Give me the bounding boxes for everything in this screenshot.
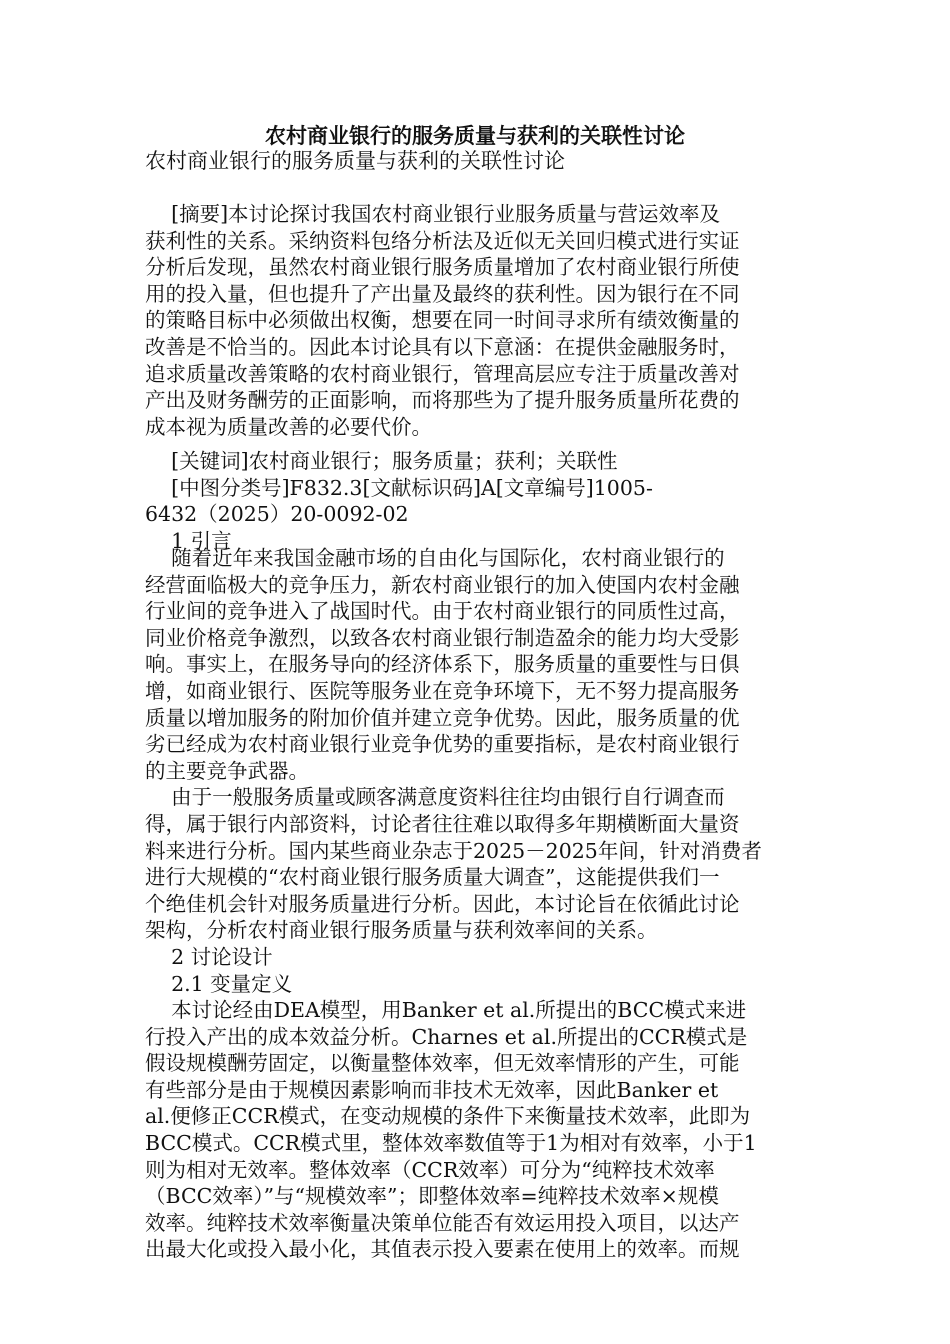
body-line: 出最大化或投入最小化，其值表示投入要素在使用上的效率。而规: [145, 1237, 740, 1262]
body-line: 由于一般服务质量或顾客满意度资料往往均由银行自行调查而: [145, 785, 725, 810]
body-line: （BCC效率）”与“规模效率”；即整体效率=纯粹技术效率×规模: [145, 1184, 719, 1209]
body-line: 得，属于银行内部资料，讨论者往往难以取得多年期横断面大量资: [145, 811, 740, 836]
body-line: 行业间的竞争进入了战国时代。由于农村商业银行的同质性过高，: [145, 599, 740, 624]
body-line: 进行大规模的“农村商业银行服务质量大调查”，这能提供我们一: [145, 865, 720, 890]
body-line: 经营面临极大的竞争压力，新农村商业银行的加入使国内农村金融: [145, 572, 740, 597]
body-line: 增，如商业银行、医院等服务业在竞争环境下，无不努力提高服务: [145, 678, 740, 703]
body-line: 劣已经成为农村商业银行业竞争优势的重要指标，是农村商业银行: [145, 732, 740, 757]
body-line: 同业价格竞争激烈，以致各农村商业银行制造盈余的能力均大受影: [145, 625, 740, 650]
body-line: 2 讨论设计: [145, 944, 273, 969]
keywords-classification-section: [145, 448, 805, 554]
body-line: BCC模式。CCR模式里，整体效率数值等于1为相对有效率，小于1: [145, 1131, 757, 1156]
abstract-line: 的策略目标中必须做出权衡，想要在同一时间寻求所有绩效衡量的: [145, 308, 740, 333]
abstract-section: [145, 201, 805, 440]
document-subtitle: 农村商业银行的服务质量与获利的关联性讨论: [145, 149, 565, 173]
body-line: 随着近年来我国金融市场的自由化与国际化，农村商业银行的: [145, 546, 725, 570]
abstract-line: 追求质量改善策略的农村商业银行，管理高层应专注于质量改善对: [145, 361, 740, 386]
document-title: 农村商业银行的服务质量与获利的关联性讨论: [265, 123, 685, 148]
body-line: 2.1 变量定义: [145, 971, 293, 996]
meta-line: 6432（2025）20-0092-02: [145, 502, 409, 527]
body-line: 的主要竞争武器。: [145, 758, 309, 783]
abstract-line: 分析后发现，虽然农村商业银行服务质量增加了农村商业银行所使: [145, 255, 740, 280]
body-line: 效率。纯粹技术效率衡量决策单位能否有效运用投入项目，以达产: [145, 1210, 740, 1235]
body-line: 本讨论经由DEA模型，用Banker et al.所提出的BCC模式来进: [145, 998, 747, 1023]
body-line: al.便修正CCR模式，在变动规模的条件下来衡量技术效率，此即为: [145, 1104, 751, 1129]
meta-line: [中图分类号]F832.3[文献标识码]A[文章编号]1005-: [145, 475, 653, 500]
body-line: 行投入产出的成本效益分析。Charnes et al.所提出的CCR模式是: [145, 1024, 748, 1049]
body-text-section: [145, 545, 805, 1263]
body-line: 架构，分析农村商业银行服务质量与获利效率间的关系。: [145, 918, 658, 943]
body-line: 有些部分是由于规模因素影响而非技术无效率，因此Banker et: [145, 1077, 719, 1102]
abstract-line: 产出及财务酬劳的正面影响，而将那些为了提升服务质量所花费的: [145, 388, 740, 413]
body-line: 则为相对无效率。整体效率（CCR效率）可分为“纯粹技术效率: [145, 1157, 715, 1182]
meta-line: [关键词]农村商业银行；服务质量；获利；关联性: [145, 449, 618, 473]
body-line: 料来进行分析。国内某些商业杂志于2025－2025年间，针对消费者: [145, 838, 762, 863]
body-line: 个绝佳机会针对服务质量进行分析。因此，本讨论旨在依循此讨论: [145, 891, 740, 916]
body-line: 质量以增加服务的附加价值并建立竞争优势。因此，服务质量的优: [145, 705, 740, 730]
body-line: 假设规模酬劳固定，以衡量整体效率，但无效率情形的产生，可能: [145, 1051, 740, 1076]
abstract-line: 用的投入量，但也提升了产出量及最终的获利性。因为银行在不同: [145, 281, 740, 306]
meta-line: 1 引言: [145, 528, 232, 553]
abstract-line: 成本视为质量改善的必要代价。: [145, 414, 432, 439]
abstract-line: 获利性的关系。采纳资料包络分析法及近似无关回归模式进行实证: [145, 228, 740, 253]
body-line: 响。事实上，在服务导向的经济体系下，服务质量的重要性与日俱: [145, 652, 740, 677]
abstract-line: 改善是不恰当的。因此本讨论具有以下意涵：在提供金融服务时，: [145, 334, 740, 359]
abstract-line: [摘要]本讨论探讨我国农村商业银行业服务质量与营运效率及: [145, 202, 721, 226]
